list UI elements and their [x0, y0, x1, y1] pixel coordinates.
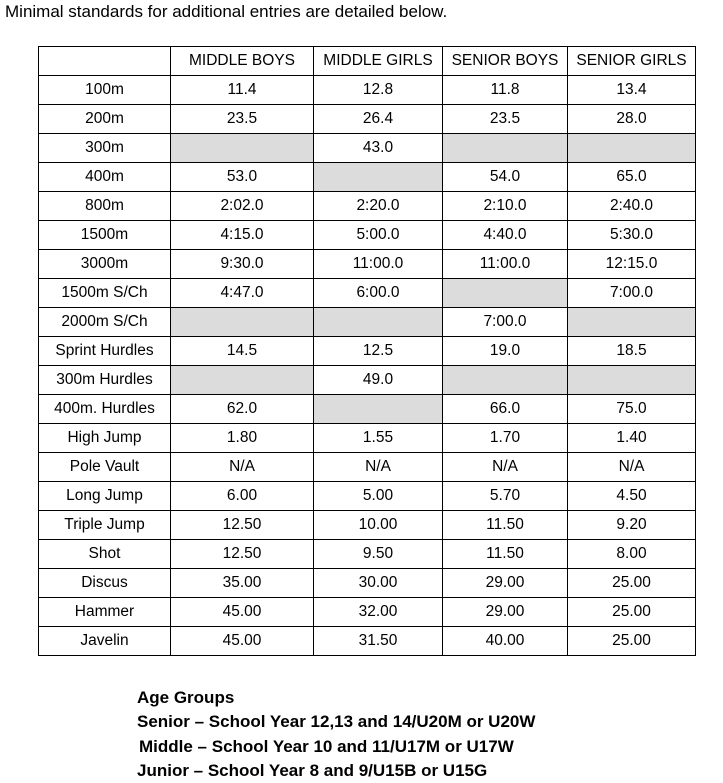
age-groups-section: [137, 686, 535, 783]
standard-value-cell: [568, 308, 696, 337]
standard-value-cell: 11:00.0: [443, 250, 568, 279]
event-name-cell: 300m: [39, 134, 171, 163]
standard-value-cell: 9.50: [314, 540, 443, 569]
standard-value-cell: 32.00: [314, 598, 443, 627]
standard-value-cell: [443, 366, 568, 395]
standard-value-cell: 10.00: [314, 511, 443, 540]
standard-value-cell: 18.5: [568, 337, 696, 366]
table-header-cell: MIDDLE BOYS: [171, 47, 314, 76]
table-row: [39, 105, 696, 134]
event-name-cell: Pole Vault: [39, 453, 171, 482]
standard-value-cell: 26.4: [314, 105, 443, 134]
standard-value-cell: [171, 366, 314, 395]
standard-value-cell: [443, 279, 568, 308]
table-row: [39, 250, 696, 279]
table-row: [39, 134, 696, 163]
standard-value-cell: 25.00: [568, 569, 696, 598]
standard-value-cell: 19.0: [443, 337, 568, 366]
event-name-cell: 100m: [39, 76, 171, 105]
table-row: [39, 627, 696, 656]
table-header-corner: [39, 47, 171, 76]
event-name-cell: 400m: [39, 163, 171, 192]
standard-value-cell: 11.8: [443, 76, 568, 105]
standard-value-cell: 12.50: [171, 511, 314, 540]
standard-value-cell: 8.00: [568, 540, 696, 569]
event-name-cell: Triple Jump: [39, 511, 171, 540]
table-row: [39, 569, 696, 598]
standard-value-cell: 4.50: [568, 482, 696, 511]
standard-value-cell: 14.5: [171, 337, 314, 366]
standard-value-cell: 2:10.0: [443, 192, 568, 221]
standard-value-cell: N/A: [314, 453, 443, 482]
standard-value-cell: 45.00: [171, 627, 314, 656]
standard-value-cell: 35.00: [171, 569, 314, 598]
standard-value-cell: 7:00.0: [568, 279, 696, 308]
event-name-cell: 1500m S/Ch: [39, 279, 171, 308]
table-row: [39, 76, 696, 105]
standard-value-cell: [314, 308, 443, 337]
standard-value-cell: 11.4: [171, 76, 314, 105]
event-name-cell: Javelin: [39, 627, 171, 656]
standard-value-cell: 11.50: [443, 540, 568, 569]
standard-value-cell: 40.00: [443, 627, 568, 656]
standards-table: [38, 46, 696, 656]
standard-value-cell: 29.00: [443, 598, 568, 627]
table-body: [39, 76, 696, 656]
standard-value-cell: [314, 395, 443, 424]
standard-value-cell: 53.0: [171, 163, 314, 192]
standard-value-cell: 1.70: [443, 424, 568, 453]
event-name-cell: Sprint Hurdles: [39, 337, 171, 366]
event-name-cell: Discus: [39, 569, 171, 598]
standard-value-cell: 54.0: [443, 163, 568, 192]
standard-value-cell: 1.80: [171, 424, 314, 453]
table-header-row: [39, 47, 696, 76]
standard-value-cell: 7:00.0: [443, 308, 568, 337]
standard-value-cell: [314, 163, 443, 192]
standard-value-cell: 9.20: [568, 511, 696, 540]
table-header-cell: SENIOR BOYS: [443, 47, 568, 76]
standard-value-cell: 6.00: [171, 482, 314, 511]
table-row: [39, 163, 696, 192]
standard-value-cell: N/A: [568, 453, 696, 482]
table-row: [39, 308, 696, 337]
standard-value-cell: 49.0: [314, 366, 443, 395]
standard-value-cell: [568, 134, 696, 163]
standard-value-cell: 75.0: [568, 395, 696, 424]
intro-text: Minimal standards for additional entries are detailed below.: [5, 2, 448, 21]
standard-value-cell: 2:02.0: [171, 192, 314, 221]
standard-value-cell: [171, 134, 314, 163]
standard-value-cell: 4:47.0: [171, 279, 314, 308]
standard-value-cell: 5.00: [314, 482, 443, 511]
standard-value-cell: 12.50: [171, 540, 314, 569]
table-row: [39, 424, 696, 453]
standard-value-cell: [568, 366, 696, 395]
standard-value-cell: 23.5: [171, 105, 314, 134]
event-name-cell: 200m: [39, 105, 171, 134]
event-name-cell: 300m Hurdles: [39, 366, 171, 395]
standard-value-cell: 23.5: [443, 105, 568, 134]
standard-value-cell: 11.50: [443, 511, 568, 540]
standard-value-cell: 5.70: [443, 482, 568, 511]
table-row: [39, 598, 696, 627]
table-row: [39, 395, 696, 424]
standard-value-cell: 5:00.0: [314, 221, 443, 250]
standard-value-cell: 1.40: [568, 424, 696, 453]
event-name-cell: 3000m: [39, 250, 171, 279]
standard-value-cell: [443, 134, 568, 163]
standard-value-cell: 25.00: [568, 627, 696, 656]
standard-value-cell: 62.0: [171, 395, 314, 424]
standard-value-cell: 31.50: [314, 627, 443, 656]
event-name-cell: Hammer: [39, 598, 171, 627]
age-group-middle: Middle – School Year 10 and 11/U17M or U17W: [139, 736, 514, 756]
standard-value-cell: [171, 308, 314, 337]
table-row: [39, 221, 696, 250]
standard-value-cell: 66.0: [443, 395, 568, 424]
standard-value-cell: 12.5: [314, 337, 443, 366]
table-row: [39, 453, 696, 482]
standard-value-cell: 28.0: [568, 105, 696, 134]
event-name-cell: High Jump: [39, 424, 171, 453]
event-name-cell: 2000m S/Ch: [39, 308, 171, 337]
standard-value-cell: N/A: [443, 453, 568, 482]
standard-value-cell: 2:20.0: [314, 192, 443, 221]
table-row: [39, 366, 696, 395]
table-row: [39, 337, 696, 366]
table-header-cell: MIDDLE GIRLS: [314, 47, 443, 76]
age-group-junior: Junior – School Year 8 and 9/U15B or U15G: [137, 760, 488, 780]
table-row: [39, 192, 696, 221]
age-group-senior: Senior – School Year 12,13 and 14/U20M or U20W: [137, 712, 536, 732]
standard-value-cell: 9:30.0: [171, 250, 314, 279]
standard-value-cell: 4:40.0: [443, 221, 568, 250]
event-name-cell: Long Jump: [39, 482, 171, 511]
standard-value-cell: 65.0: [568, 163, 696, 192]
standard-value-cell: 29.00: [443, 569, 568, 598]
standard-value-cell: N/A: [171, 453, 314, 482]
table-row: [39, 511, 696, 540]
table-header-cell: SENIOR GIRLS: [568, 47, 696, 76]
standard-value-cell: 1.55: [314, 424, 443, 453]
age-groups-title: Age Groups: [137, 688, 235, 707]
event-name-cell: Shot: [39, 540, 171, 569]
table-row: [39, 482, 696, 511]
standard-value-cell: 5:30.0: [568, 221, 696, 250]
table-row: [39, 279, 696, 308]
standard-value-cell: 12:15.0: [568, 250, 696, 279]
event-name-cell: 800m: [39, 192, 171, 221]
standard-value-cell: 30.00: [314, 569, 443, 598]
table-row: [39, 540, 696, 569]
standard-value-cell: 45.00: [171, 598, 314, 627]
event-name-cell: 1500m: [39, 221, 171, 250]
standard-value-cell: 6:00.0: [314, 279, 443, 308]
standard-value-cell: 11:00.0: [314, 250, 443, 279]
standard-value-cell: 12.8: [314, 76, 443, 105]
standard-value-cell: 4:15.0: [171, 221, 314, 250]
event-name-cell: 400m. Hurdles: [39, 395, 171, 424]
standard-value-cell: 43.0: [314, 134, 443, 163]
standard-value-cell: 2:40.0: [568, 192, 696, 221]
standard-value-cell: 13.4: [568, 76, 696, 105]
standard-value-cell: 25.00: [568, 598, 696, 627]
